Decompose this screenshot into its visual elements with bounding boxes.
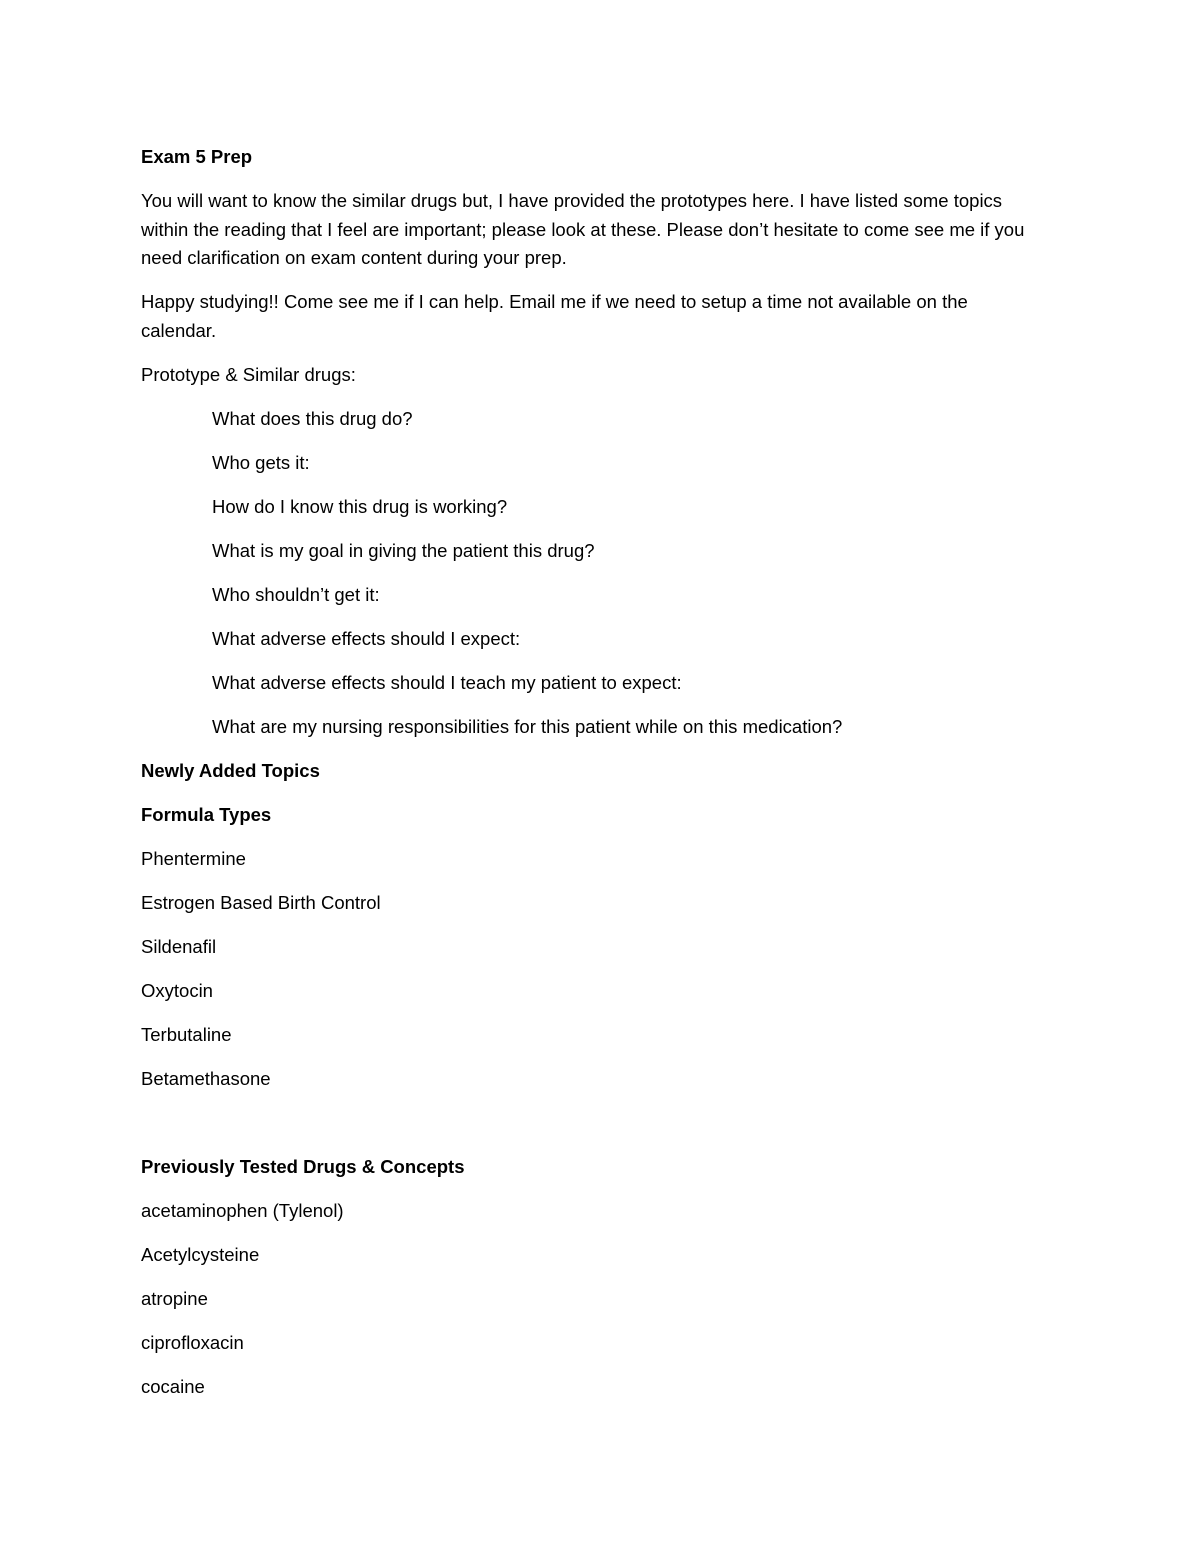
drug-item: cocaine <box>141 1375 205 1397</box>
drug-item: ciprofloxacin <box>141 1331 244 1353</box>
blank-line <box>141 1109 1041 1153</box>
new-drug-list <box>141 845 1041 1094</box>
drug-item: Phentermine <box>141 847 246 869</box>
drug-item: Betamethasone <box>141 1067 271 1089</box>
previous-drug-list <box>141 1197 1041 1402</box>
drug-item: atropine <box>141 1287 208 1309</box>
document-body <box>141 143 1041 1417</box>
question-item: Who gets it: <box>212 451 310 473</box>
newly-added-heading: Newly Added Topics <box>141 759 320 781</box>
question-item: What adverse effects should I expect: <box>212 627 521 649</box>
prototype-heading: Prototype & Similar drugs: <box>141 363 356 385</box>
formula-types-heading: Formula Types <box>141 803 272 825</box>
previously-tested-heading: Previously Tested Drugs & Concepts <box>141 1155 465 1177</box>
question-item: What is my goal in giving the patient this drug? <box>212 539 595 561</box>
question-item: What are my nursing responsibilities for this patient while on this medication? <box>212 715 843 737</box>
drug-item: Estrogen Based Birth Control <box>141 891 381 913</box>
question-item: Who shouldn’t get it: <box>212 583 380 605</box>
intro-paragraph: You will want to know the similar drugs but, I have provided the prototypes here. I have listed some topics within the reading that I feel are important; please look at these. Please don’t hesitate to come see me if you need clarification on exam content during your prep. <box>141 190 1025 268</box>
document-title: Exam 5 Prep <box>141 146 253 167</box>
drug-item: Terbutaline <box>141 1023 232 1045</box>
question-list <box>141 405 1041 742</box>
drug-item: Sildenafil <box>141 935 217 957</box>
drug-item: acetaminophen (Tylenol) <box>141 1199 344 1221</box>
question-item: What does this drug do? <box>212 407 413 429</box>
drug-item: Oxytocin <box>141 979 213 1001</box>
question-item: What adverse effects should I teach my patient to expect: <box>212 671 682 693</box>
question-item: How do I know this drug is working? <box>212 495 508 517</box>
drug-item: Acetylcysteine <box>141 1243 260 1265</box>
closing-paragraph: Happy studying!! Come see me if I can help. Email me if we need to setup a time not available on the calendar. <box>141 291 968 341</box>
